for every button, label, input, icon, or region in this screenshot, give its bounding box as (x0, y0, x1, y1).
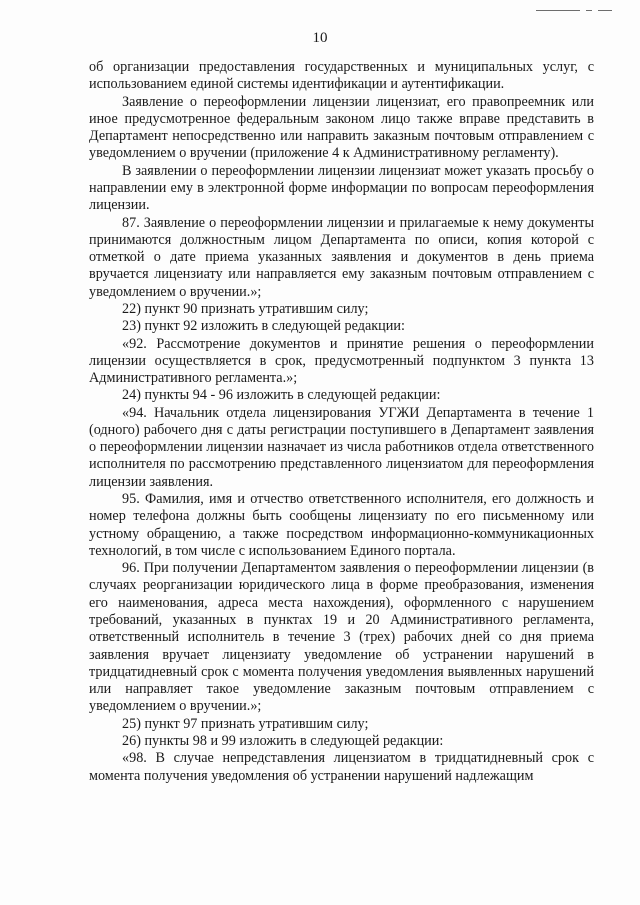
document-body (89, 59, 594, 785)
clause-95: 95. Фамилия, имя и отчество ответственного исполнителя, его должность и номер телефона должны быть сообщены лицензиату по его письменному или устному обращению, а также посредством информационно-коммуникационных технологий, в том числе с использованием Единого портала. (89, 491, 594, 559)
paragraph-continuation: об организации предоставления государственных и муниципальных услуг, с использованием единой системы идентификации и аутентификации. (89, 59, 594, 93)
clause-92: «92. Рассмотрение документов и принятие решения о переоформлении лицензии осуществляется в срок, предусмотренный подпунктом 3 пункта 13 Административного регламента.»; (89, 335, 594, 387)
paragraph: В заявлении о переоформлении лицензии лицензиат может указать просьбу о направлении ему в электронной форме информации по вопросам переоформления лицензии. (89, 162, 594, 214)
clause-96: 96. При получении Департаментом заявления о переоформлении лицензии (в случаях реорганизации юридического лица в форме преобразования, изменения его наименования, адреса места нахождения), оформленного с нарушением требований, указанных в пунктах 19 и 20 Административного регламента, ответственный исполнитель в течение 3 (трех) рабочих дней со дня приема заявления вручает лицензиату уведомление об устранении нарушений в тридцатидневный срок с момента получения уведомления выявленных нарушений или направляет такое уведомление заказным почтовым отправлением с уведомлением о вручении.»; (89, 560, 594, 715)
amendment-item-24: 24) пункты 94 - 96 изложить в следующей редакции: (122, 387, 441, 404)
clause-98: «98. В случае непредставления лицензиатом в тридцатидневный срок с момента получения уведомления об устранении нарушений надлежащим (89, 750, 594, 784)
page-number: 10 (312, 30, 328, 46)
amendment-item-26: 26) пункты 98 и 99 изложить в следующей редакции: (122, 732, 444, 749)
clause-87: 87. Заявление о переоформлении лицензии и прилагаемые к нему документы принимаются должностным лицом Департамента по описи, копия которой с отметкой о дате приема указанных заявления и документов в день приема вручается лицензиату или направляется ему заказным почтовым отправлением с уведомлением о вручении.»; (89, 214, 594, 300)
paragraph: Заявление о переоформлении лицензии лицензиат, его правопреемник или иное предусмотренное федеральным законом лицо также вправе представить в Департамент непосредственно или направить заказным почтовым отправлением с уведомлением о вручении (приложение 4 к Административному регламенту). (89, 93, 594, 162)
amendment-item-25: 25) пункт 97 признать утратившим силу; (122, 715, 369, 732)
clause-94: «94. Начальник отдела лицензирования УГЖИ Департамента в течение 1 (одного) рабочего дня с даты регистрации поступившего в Департамент заявления о переоформлении лицензии назначает из числа работников отдела ответственного исполнителя по рассмотрению представленного лицензиатом для переоформления лицензии заявления. (89, 404, 594, 490)
amendment-item-22: 22) пункт 90 признать утратившим силу; (122, 300, 369, 317)
scan-artifact-lines (536, 10, 612, 11)
amendment-item-23: 23) пункт 92 изложить в следующей редакции: (122, 318, 405, 335)
